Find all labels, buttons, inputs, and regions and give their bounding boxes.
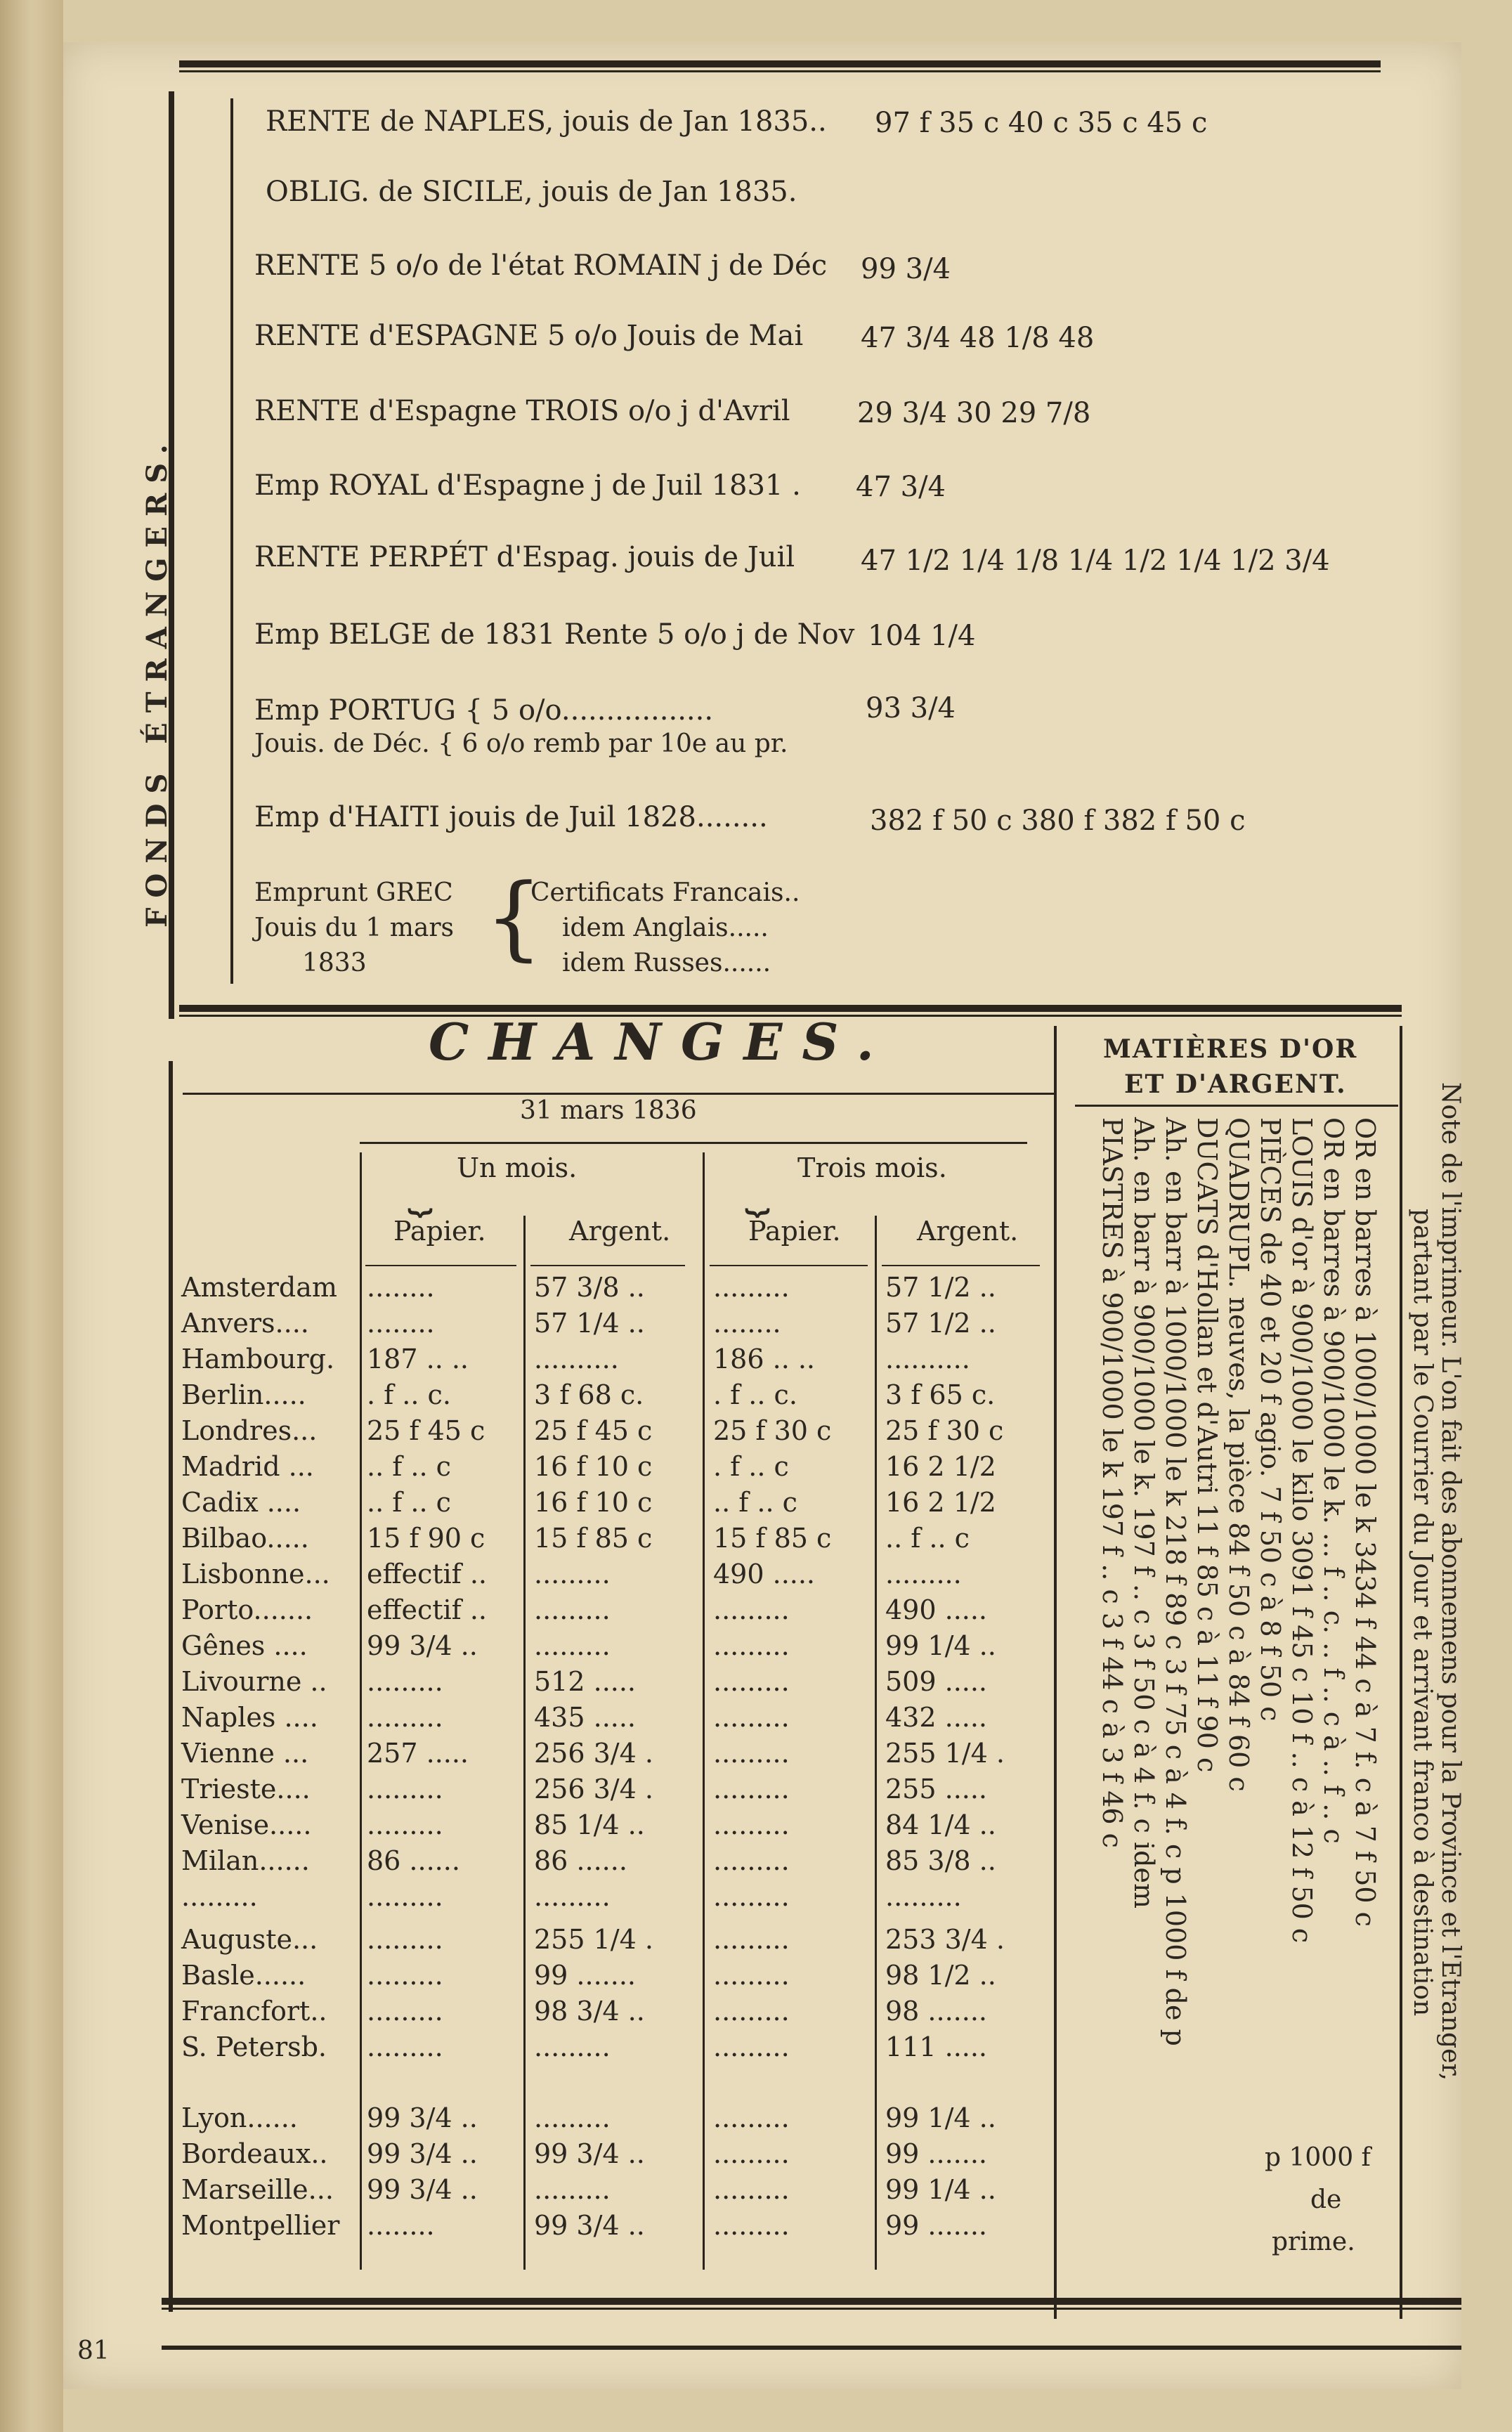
changes-rate-cell: ......... <box>885 1559 962 1589</box>
grec-label-2: Jouis du 1 mars <box>254 913 455 942</box>
changes-city-cell: Francfort.. <box>181 1996 327 2027</box>
fonds-row-10-value: 382 f 50 c 380 f 382 f 50 c <box>870 805 1246 837</box>
changes-city-cell: Anvers.... <box>181 1308 309 1339</box>
changes-rate-cell: ......... <box>713 2138 790 2169</box>
fonds-row-1-label: RENTE de NAPLES, jouis de Jan 1835.. <box>266 105 827 138</box>
changes-rate-cell: ......... <box>713 1960 790 1991</box>
book-edge <box>0 0 63 2432</box>
changes-rate-cell: 84 1/4 .. <box>885 1809 996 1840</box>
changes-rate-cell: ......... <box>534 2102 611 2133</box>
changes-rate-cell: . f .. c <box>713 1451 789 1482</box>
header-rule-3 <box>710 1265 868 1266</box>
changes-rate-cell: ......... <box>713 1996 790 2027</box>
changes-rate-cell: ......... <box>713 1594 790 1625</box>
changes-rate-cell: ......... <box>713 2174 790 2205</box>
changes-rate-cell: 255 1/4 . <box>534 1924 653 1955</box>
changes-rate-cell: .. f .. c <box>713 1487 797 1518</box>
top-rule <box>179 60 1381 67</box>
changes-rate-cell: ........ <box>367 1308 435 1339</box>
grec-label-3: 1833 <box>302 949 367 977</box>
changes-rate-cell: ......... <box>885 1881 962 1912</box>
changes-rate-cell: 512 ..... <box>534 1666 637 1697</box>
changes-rate-cell: effectif .. <box>367 1559 487 1589</box>
changes-city-cell: Naples .... <box>181 1702 318 1733</box>
matieres-line-1: OR en barres à 1000/1000 le k 3434 f 44 c à 7 f. c à 7 f 50 c <box>1350 1117 1381 1927</box>
changes-date-rule <box>360 1142 1027 1144</box>
changes-rate-cell: 16 2 1/2 <box>885 1451 996 1482</box>
changes-rate-cell: 15 f 85 c <box>713 1523 832 1554</box>
changes-rate-cell: ......... <box>367 1809 443 1840</box>
header-rule-4 <box>882 1265 1040 1266</box>
changes-city-cell: Porto....... <box>181 1594 313 1625</box>
changes-city-cell: Livourne .. <box>181 1666 327 1697</box>
changes-city-cell: Marseille... <box>181 2174 334 2205</box>
changes-rate-cell: 86 ...... <box>534 1845 627 1876</box>
changes-rate-cell: ......... <box>367 1924 443 1955</box>
changes-rate-cell: ......... <box>713 1702 790 1733</box>
grec-item-3: idem Russes...... <box>562 949 771 977</box>
changes-rate-cell: 435 ..... <box>534 1702 637 1733</box>
changes-rate-cell: 57 3/8 .. <box>534 1272 645 1303</box>
changes-city-cell: Hambourg. <box>181 1344 335 1374</box>
changes-rate-cell: ......... <box>713 1272 790 1303</box>
fonds-row-4-value: 47 3/4 48 1/8 48 <box>861 322 1095 354</box>
changes-rate-cell: ......... <box>367 2031 443 2062</box>
fonds-row-9-value: 93 3/4 <box>866 692 956 724</box>
matieres-title-rule <box>1075 1105 1398 1107</box>
changes-rate-cell: ......... <box>534 1559 611 1589</box>
changes-date: 31 mars 1836 <box>520 1096 697 1125</box>
grec-item-2: idem Anglais..... <box>562 913 769 942</box>
prime-2: de <box>1310 2185 1342 2214</box>
header-rule-2 <box>530 1265 685 1266</box>
changes-rate-cell: .. f .. c <box>367 1487 451 1518</box>
col-rule-2 <box>523 1216 526 2270</box>
changes-top-rule <box>179 1005 1402 1012</box>
changes-rate-cell: 99 3/4 .. <box>367 1630 478 1661</box>
changes-city-cell: Amsterdam <box>181 1272 337 1303</box>
changes-rate-cell: 257 ..... <box>367 1738 469 1769</box>
changes-rate-cell: 57 1/2 .. <box>885 1272 996 1303</box>
changes-rate-cell: ......... <box>713 1738 790 1769</box>
changes-rate-cell: . f .. c. <box>367 1379 451 1410</box>
changes-rate-cell: 15 f 90 c <box>367 1523 485 1554</box>
changes-rate-cell: 57 1/4 .. <box>534 1308 645 1339</box>
changes-city-cell: Basle...... <box>181 1960 306 1991</box>
changes-city-cell: Venise..... <box>181 1809 312 1840</box>
changes-rate-cell: 3 f 68 c. <box>534 1379 644 1410</box>
matieres-right-rule <box>1400 1026 1402 2319</box>
changes-city-cell: Trieste.... <box>181 1774 311 1805</box>
changes-rate-cell: ......... <box>367 1666 443 1697</box>
changes-rate-cell: 99 3/4 .. <box>367 2102 478 2133</box>
matieres-line-2: OR en barres à 900/1000 le k. ... f .. c. .. f .. c à .. f .. c <box>1318 1117 1349 1844</box>
changes-city-cell: Madrid ... <box>181 1451 314 1482</box>
changes-rate-cell: ......... <box>713 2210 790 2241</box>
changes-city-cell: Cadix .... <box>181 1487 301 1518</box>
col-header-argent-2: Argent. <box>917 1216 1019 1247</box>
group-brace-1: ⏟ <box>408 1166 430 1216</box>
col-rule-4 <box>875 1216 877 2270</box>
changes-title: CHANGES. <box>429 1012 894 1072</box>
changes-rate-cell: ......... <box>713 1666 790 1697</box>
changes-rate-cell: 253 3/4 . <box>885 1924 1005 1955</box>
changes-rate-cell: . f .. c. <box>713 1379 797 1410</box>
changes-city-cell: Berlin..... <box>181 1379 306 1410</box>
fonds-row-8-value: 104 1/4 <box>868 620 976 652</box>
group-brace-2: ⏟ <box>745 1166 770 1216</box>
prime-3: prime. <box>1272 2228 1355 2256</box>
changes-rate-cell: ......... <box>534 1594 611 1625</box>
changes-city-cell: Lisbonne... <box>181 1559 330 1589</box>
fonds-row-3-label: RENTE 5 o/o de l'état ROMAIN j de Déc <box>254 249 828 282</box>
changes-rate-cell: 432 ..... <box>885 1702 988 1733</box>
changes-rate-cell: 86 ...... <box>367 1845 460 1876</box>
col-header-argent-1: Argent. <box>569 1216 671 1247</box>
note-line-2: partant par le Courrier du Jour et arrivant franco à destination <box>1408 1209 1437 2017</box>
changes-rate-cell: 98 ....... <box>885 1996 987 2027</box>
changes-city-cell: Auguste... <box>181 1924 318 1955</box>
bottom-rule <box>162 2298 1461 2305</box>
changes-rate-cell: ......... <box>534 2031 611 2062</box>
group-trois-mois: Trois mois. <box>797 1152 947 1183</box>
changes-rate-cell: ......... <box>713 2102 790 2133</box>
changes-rate-cell: ......... <box>367 1996 443 2027</box>
changes-rate-cell: ......... <box>713 1774 790 1805</box>
fonds-row-9-label: Emp PORTUG { 5 o/o................. <box>254 694 714 727</box>
changes-city-cell: ......... <box>181 1881 258 1912</box>
top-rule-thin <box>179 70 1381 72</box>
changes-city-cell: Bilbao..... <box>181 1523 309 1554</box>
changes-rate-cell: ......... <box>713 1924 790 1955</box>
changes-rate-cell: ......... <box>534 1630 611 1661</box>
changes-city-cell: Milan...... <box>181 1845 310 1876</box>
changes-rate-cell: 98 3/4 .. <box>534 1996 645 2027</box>
matieres-line-7: Ah. en barr à 1000/1000 le k 218 f 89 c 3 f 75 c à 4 f. c p 1000 f de p <box>1160 1117 1191 2046</box>
changes-rate-cell: ........ <box>713 1308 781 1339</box>
changes-rate-cell: 99 ....... <box>885 2210 987 2241</box>
changes-rate-cell: 99 1/4 .. <box>885 2174 996 2205</box>
changes-rate-cell: ......... <box>367 1702 443 1733</box>
changes-rate-cell: 16 2 1/2 <box>885 1487 996 1518</box>
changes-rate-cell: 99 3/4 .. <box>367 2138 478 2169</box>
changes-rate-cell: ......... <box>713 1809 790 1840</box>
changes-rate-cell: 255 ..... <box>885 1774 988 1805</box>
fonds-row-6-value: 47 3/4 <box>856 471 946 503</box>
changes-rate-cell: 256 3/4 . <box>534 1738 653 1769</box>
footer-rule <box>162 2346 1461 2350</box>
prime-1: p 1000 f <box>1265 2143 1371 2172</box>
note-line-1: Note de l'imprimeur. L'on fait des abonnemens pour la Province et l'Etranger, <box>1436 1082 1465 2081</box>
bottom-rule-thin <box>162 2308 1461 2310</box>
fonds-row-1-value: 97 f 35 c 40 c 35 c 45 c <box>875 107 1208 139</box>
fonds-row-3-value: 99 3/4 <box>861 253 951 285</box>
changes-rate-cell: 186 .. .. <box>713 1344 816 1374</box>
changes-rate-cell: 99 3/4 .. <box>367 2174 478 2205</box>
changes-city-cell: Lyon...... <box>181 2102 298 2133</box>
fonds-row-5-value: 29 3/4 30 29 7/8 <box>857 397 1091 429</box>
changes-rate-cell: 16 f 10 c <box>534 1487 653 1518</box>
changes-rate-cell: 187 .. .. <box>367 1344 469 1374</box>
col-header-papier-1: Papier. <box>393 1216 486 1247</box>
changes-right-rule <box>1054 1026 1057 2319</box>
grec-item-1: Certificats Francais.. <box>530 878 800 907</box>
changes-rate-cell: 99 1/4 .. <box>885 1630 996 1661</box>
footer-mark: 81 <box>77 2336 110 2365</box>
changes-left-rule <box>169 1061 173 2312</box>
changes-rate-cell: 25 f 30 c <box>885 1415 1004 1446</box>
changes-rate-cell: 98 1/2 .. <box>885 1960 996 1991</box>
col-rule-1 <box>360 1152 362 2270</box>
changes-rate-cell: 256 3/4 . <box>534 1774 653 1805</box>
changes-rate-cell: 25 f 30 c <box>713 1415 832 1446</box>
changes-rate-cell: ......... <box>713 2031 790 2062</box>
col-rule-3 <box>703 1152 705 2270</box>
changes-city-cell: Londres... <box>181 1415 318 1446</box>
changes-rate-cell: ......... <box>367 1774 443 1805</box>
changes-rate-cell: ......... <box>534 1881 611 1912</box>
matieres-line-5: QUADRUPL. neuves, la pièce 84 f 50 c à 84 f 60 c <box>1223 1117 1254 1792</box>
fonds-row-10-label: Emp d'HAITI jouis de Juil 1828........ <box>254 801 768 833</box>
changes-city-cell: Bordeaux.. <box>181 2138 328 2169</box>
changes-city-cell: Gênes .... <box>181 1630 308 1661</box>
changes-rate-cell: ......... <box>713 1630 790 1661</box>
changes-rate-cell: 25 f 45 c <box>367 1415 485 1446</box>
changes-rate-cell: ......... <box>367 1881 443 1912</box>
fonds-row-7-label: RENTE PERPÉT d'Espag. jouis de Juil <box>254 541 795 573</box>
changes-rate-cell: .. f .. c <box>367 1451 451 1482</box>
matieres-line-3: LOUIS d'or à 900/1000 le kilo 3091 f 45 c 10 f .. c à 12 f 50 c <box>1286 1117 1317 1944</box>
fonds-side-label: FONDS ÉTRANGERS. <box>141 434 174 928</box>
fonds-row-6-label: Emp ROYAL d'Espagne j de Juil 1831 . <box>254 469 801 502</box>
changes-city-cell: Montpellier <box>181 2210 340 2241</box>
changes-title-rule <box>183 1093 1054 1095</box>
matieres-line-6: DUCATS d'Hollan et d'Autri 11 f 85 c à 11 f 90 c <box>1192 1117 1223 1773</box>
changes-rate-cell: 25 f 45 c <box>534 1415 653 1446</box>
changes-rate-cell: 99 1/4 .. <box>885 2102 996 2133</box>
grec-label-1: Emprunt GREC <box>254 878 453 907</box>
matieres-line-8: Ah. en barr à 900/1000 le k. 197 f .. c 3 f 50 c à 4 f. c idem <box>1128 1117 1159 1909</box>
changes-rate-cell: .......... <box>885 1344 970 1374</box>
group-un-mois: Un mois. <box>457 1152 578 1183</box>
changes-rate-cell: .......... <box>534 1344 619 1374</box>
changes-rate-cell: ......... <box>534 2174 611 2205</box>
changes-rate-cell: ......... <box>367 1960 443 1991</box>
changes-city-cell: S. Petersb. <box>181 2031 327 2062</box>
changes-rate-cell: ......... <box>713 1881 790 1912</box>
changes-rate-cell: 85 3/8 .. <box>885 1845 996 1876</box>
fonds-row-5-label: RENTE d'Espagne TROIS o/o j d'Avril <box>254 395 790 427</box>
changes-rate-cell: effectif .. <box>367 1594 487 1625</box>
fonds-inner-rule <box>230 98 233 984</box>
matieres-line-9: PIASTRES à 900/1000 le k 197 f .. c 3 f 44 c à 3 f 46 c <box>1097 1117 1128 1848</box>
changes-rate-cell: 3 f 65 c. <box>885 1379 996 1410</box>
changes-rate-cell: ........ <box>367 2210 435 2241</box>
changes-rate-cell: 16 f 10 c <box>534 1451 653 1482</box>
changes-rate-cell: 85 1/4 .. <box>534 1809 645 1840</box>
changes-rate-cell: .. f .. c <box>885 1523 970 1554</box>
fonds-row-2-label: OBLIG. de SICILE, jouis de Jan 1835. <box>266 176 797 208</box>
changes-rate-cell: ......... <box>713 1845 790 1876</box>
grec-brace: { <box>485 864 543 970</box>
header-rule-1 <box>365 1265 516 1266</box>
changes-rate-cell: 57 1/2 .. <box>885 1308 996 1339</box>
matieres-title-1: MATIÈRES D'OR <box>1103 1034 1358 1064</box>
changes-rate-cell: 111 ..... <box>885 2031 988 2062</box>
changes-rate-cell: 99 3/4 .. <box>534 2210 645 2241</box>
changes-rate-cell: 490 ..... <box>885 1594 988 1625</box>
fonds-row-8-label: Emp BELGE de 1831 Rente 5 o/o j de Nov <box>254 618 855 651</box>
matieres-line-4: PIÈCES de 40 et 20 f agio. 7 f 50 c à 8 f 50 c <box>1255 1117 1286 1722</box>
changes-rate-cell: 255 1/4 . <box>885 1738 1005 1769</box>
changes-rate-cell: ........ <box>367 1272 435 1303</box>
changes-rate-cell: 15 f 85 c <box>534 1523 653 1554</box>
fonds-row-4-label: RENTE d'ESPAGNE 5 o/o Jouis de Mai <box>254 320 804 352</box>
matieres-title-2: ET D'ARGENT. <box>1124 1069 1347 1099</box>
changes-rate-cell: 99 ....... <box>534 1960 636 1991</box>
changes-rate-cell: 99 3/4 .. <box>534 2138 645 2169</box>
changes-rate-cell: 99 ....... <box>885 2138 987 2169</box>
changes-rate-cell: 509 ..... <box>885 1666 988 1697</box>
col-header-papier-2: Papier. <box>748 1216 841 1247</box>
fonds-row-7-value: 47 1/2 1/4 1/8 1/4 1/2 1/4 1/2 3/4 <box>861 545 1330 577</box>
changes-rate-cell: 490 ..... <box>713 1559 816 1589</box>
fonds-row-9-sub: Jouis. de Déc. { 6 o/o remb par 10e au pr. <box>254 729 788 758</box>
changes-city-cell: Vienne ... <box>181 1738 309 1769</box>
